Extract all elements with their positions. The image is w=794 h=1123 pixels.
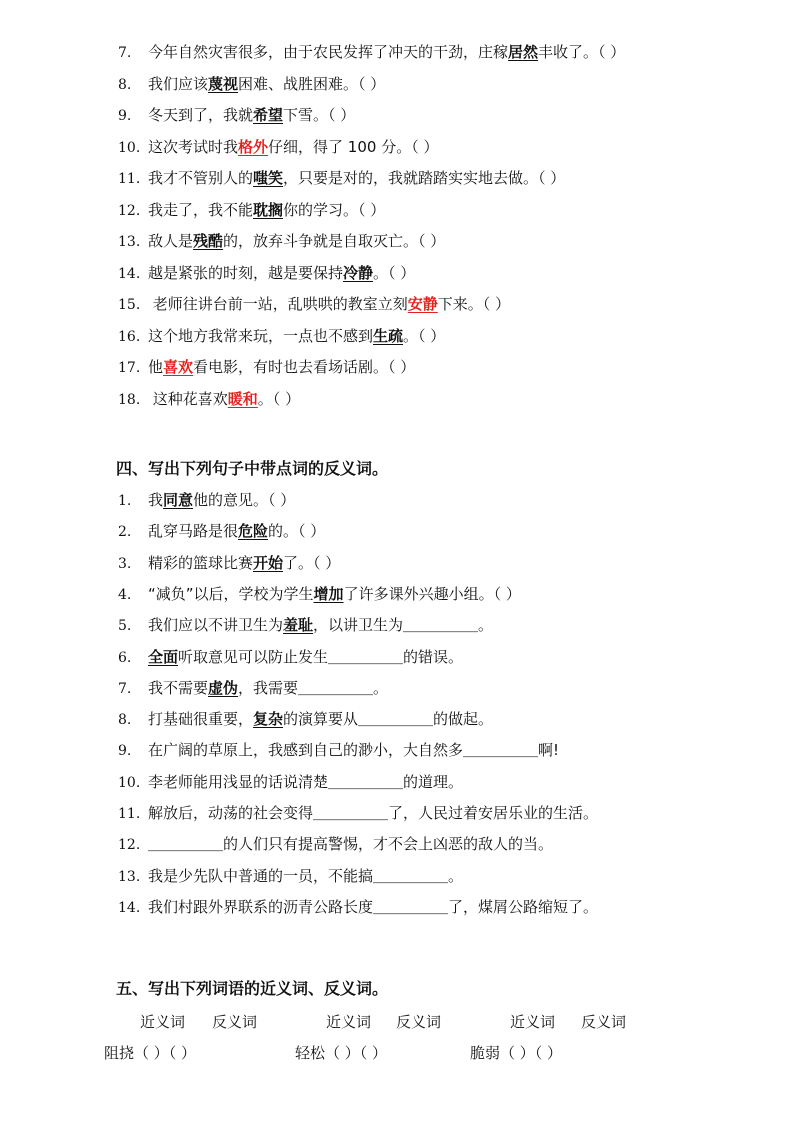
list-item [118,200,385,221]
item-text-before: 精彩的篮球比赛 [148,553,254,572]
item-text-after: 下来。（ ） [437,295,511,313]
dotted-keyword: 暖和 [227,389,258,408]
dotted-keyword: 嗤笑 [253,169,284,187]
item-text-after: 困难、战胜困难。（ ） [238,74,386,93]
item-text-before: 敌人是 [148,232,194,250]
item-text-after: 了。（ ） [283,553,341,572]
list-item [118,709,493,730]
item-text-after: 他的意见。（ ） [193,491,296,509]
list-item [118,231,445,252]
list-item [118,772,463,793]
list-item [118,294,510,315]
header-antonym-2: 反义词 [396,1013,442,1031]
header-synonym-1: 近义词 [140,1013,186,1031]
header-antonym-1: 反义词 [212,1013,258,1031]
item-text-before: 冬天到了，我就 [148,106,254,124]
item-number: 10. [118,139,141,156]
list-item [118,389,300,410]
header-synonym-3: 近义词 [510,1013,556,1031]
word-zunao: 阻挠（ ）（ ） [104,1044,197,1062]
item-text-after: 的，放弃斗争就是自取灭亡。（ ） [223,232,446,250]
item-number: 13. [118,868,141,885]
item-text-before: 我们应以不讲卫生为 [148,616,284,635]
header-synonym-2: 近义词 [326,1013,372,1031]
item-number: 4. [118,586,132,603]
item-text-before: 我走了，我不能 [148,200,254,219]
dotted-keyword: 居然 [508,43,539,61]
item-text-after: 。（ ） [373,263,416,282]
dotted-keyword: 希望 [253,106,284,124]
list-item [118,866,463,887]
item-number: 14. [118,899,141,916]
item-text-after: 。（ ） [257,389,301,408]
word-qingsong: 轻松（ ）（ ） [295,1044,388,1062]
item-text-before: 这种花喜欢 [148,389,228,408]
item-text-before: 我是少先队中普通的一员，不能搞＿＿＿＿＿。 [148,866,464,885]
item-text-before: 老师往讲台前一站，乱哄哄的教室立刻 [148,295,408,313]
item-text-before: 我们村跟外界联系的沥青公路长度＿＿＿＿＿了，煤屑公路缩短了。 [148,897,599,916]
list-item [118,740,559,761]
dotted-keyword: 复杂 [253,710,284,729]
dotted-keyword: 安静 [407,295,438,313]
dotted-keyword: 全面 [148,647,179,666]
item-text-after: ，只要是对的，我就踏踏实实地去做。（ ） [283,169,566,187]
item-text-before: 这次考试时我 [148,137,239,156]
dotted-keyword: 生疏 [373,326,404,345]
item-number: 5. [118,618,132,635]
item-text-before: 今年自然灾害很多，由于农民发挥了冲天的干劲，庄稼 [148,43,509,61]
item-number: 18. [118,391,141,408]
dotted-keyword: 蔑视 [208,74,239,93]
list-item [118,168,565,189]
item-text-before: “减负”以后，学校为学生 [148,584,314,603]
list-item [118,490,295,511]
list-item [118,647,463,668]
word-cuiruo: 脆弱（ ）（ ） [470,1044,563,1062]
item-number: 14. [118,265,141,282]
item-text-before: 我才不管别人的 [148,169,254,187]
item-number: 13. [118,234,141,250]
dotted-keyword: 开始 [253,553,284,572]
item-text-after: 看电影，有时也去看场话剧。（ ） [193,358,416,376]
item-text-after: 了许多课外兴趣小组。（ ） [343,584,521,603]
item-number: 1. [118,493,132,509]
list-item [118,584,521,605]
list-item [118,137,438,158]
item-number: 7. [118,680,132,697]
item-number: 12. [118,202,141,219]
item-number: 15. [118,297,141,313]
item-text-before: 他 [148,358,164,376]
item-text-before: 我 [148,491,164,509]
item-text-before: 解放后，动荡的社会变得＿＿＿＿＿了，人民过着安居乐业的生活。 [148,804,599,822]
item-text-after: 仔细，得了 100 分。（ ） [268,137,439,156]
list-item [118,74,385,95]
section-4-heading: 四、写出下列句子中带点词的反义词。 [116,459,389,478]
item-text-after: 。（ ） [403,326,446,345]
list-item [118,897,598,918]
item-text-before: 在广阔的草原上，我感到自己的渺小，大自然多＿＿＿＿＿啊! [148,741,560,760]
item-text-after: 下雪。（ ） [283,106,356,124]
item-number: 6. [118,649,132,666]
dotted-keyword: 危险 [238,522,269,541]
item-text-before: 李老师能用浅显的话说清楚＿＿＿＿＿的道理。 [148,772,464,791]
dotted-keyword: 喜欢 [163,358,194,376]
list-item [118,834,553,855]
dotted-keyword: 羞耻 [283,616,314,635]
item-text-after: 的演算要从＿＿＿＿＿的做起。 [283,710,494,729]
dotted-keyword: 冷静 [343,263,374,282]
item-text-after: 的。（ ） [268,522,326,541]
header-antonym-3: 反义词 [581,1013,627,1031]
item-text-before: 乱穿马路是很 [148,522,239,541]
item-text-before: 我们应该 [148,74,209,93]
item-number: 16. [118,328,141,345]
list-item [118,803,598,824]
item-text-after: 听取意见可以防止发生＿＿＿＿＿的错误。 [178,647,464,666]
item-number: 7. [118,45,132,61]
item-number: 10. [118,774,141,791]
dotted-keyword: 格外 [238,137,269,156]
item-number: 17. [118,360,141,376]
list-item [118,357,415,378]
item-text-after: ，我需要＿＿＿＿＿。 [238,678,389,697]
item-number: 2. [118,524,132,541]
item-text-before: 这个地方我常来玩，一点也不感到 [148,326,374,345]
dotted-keyword: 同意 [163,491,194,509]
item-text-before: ＿＿＿＿＿的人们只有提高警惕，才不会上凶恶的敌人的当。 [148,835,554,854]
item-number: 8. [118,712,132,729]
item-number: 9. [118,108,132,124]
item-number: 11. [118,806,141,822]
item-number: 11. [118,171,141,187]
list-item [118,553,340,574]
item-text-before: 我不需要 [148,678,209,697]
dotted-keyword: 残酷 [193,232,224,250]
item-text-before: 越是紧张的时刻，越是要保持 [148,263,344,282]
dotted-keyword: 耽搁 [253,200,284,219]
list-item [118,105,355,126]
item-number: 9. [118,743,132,760]
dotted-keyword: 增加 [313,584,344,603]
item-number: 8. [118,76,132,93]
list-item [118,615,493,636]
list-item [118,521,325,542]
list-item [118,326,445,347]
item-text-after: 丰收了。（ ） [538,43,626,61]
item-number: 3. [118,555,132,572]
dotted-keyword: 虚伪 [208,678,239,697]
item-text-after: ，以讲卫生为＿＿＿＿＿。 [313,616,494,635]
item-number: 12. [118,837,141,854]
item-text-after: 你的学习。（ ） [283,200,386,219]
list-item [118,42,625,63]
list-item [118,263,415,284]
section-5-heading: 五、写出下列词语的近义词、反义词。 [116,979,389,998]
item-text-before: 打基础很重要， [148,710,254,729]
list-item [118,678,388,699]
